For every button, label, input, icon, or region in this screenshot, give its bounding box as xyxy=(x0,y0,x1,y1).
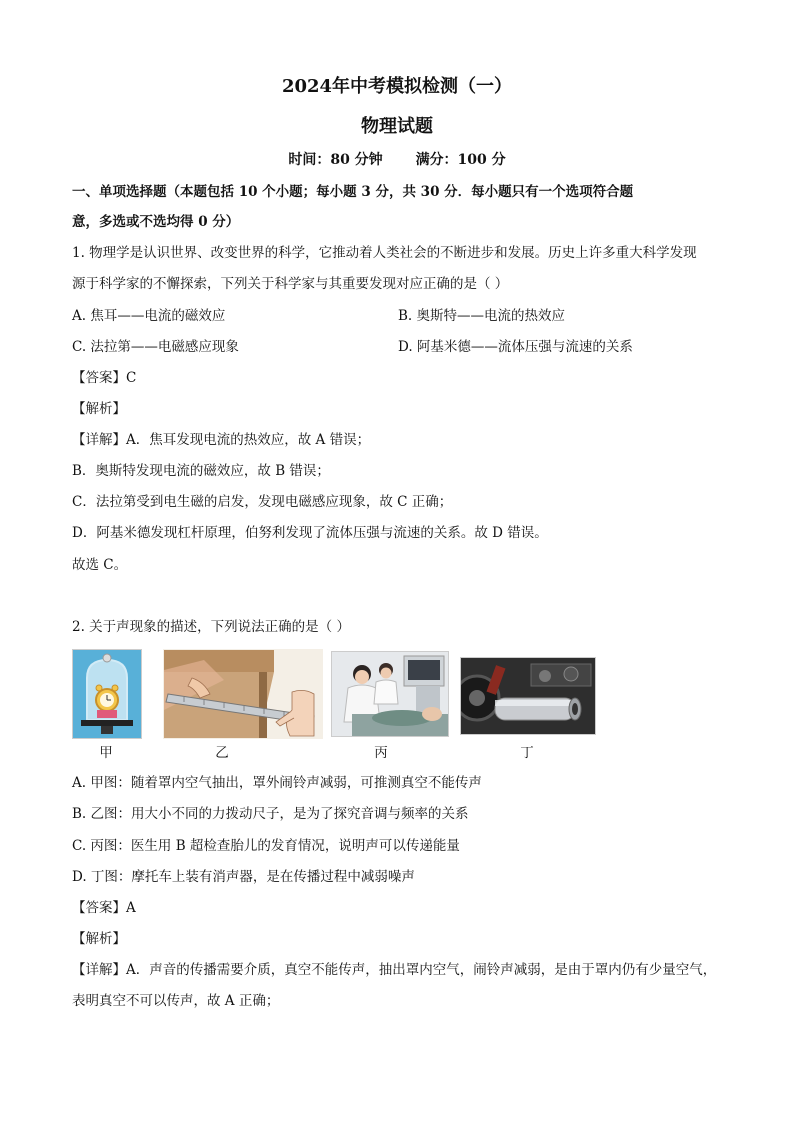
q1-stem-line1: 1. 物理学是认识世界、改变世界的科学，它推动着人类社会的不断进步和发展。历史上许多重大科学发现 xyxy=(72,245,697,261)
score-label: 满分：100 分 xyxy=(415,152,506,168)
q2-option-d: D. 丁图：摩托车上装有消声器，是在传播过程中减弱噪声 xyxy=(72,869,415,885)
q1-detail-b: B．奥斯特发现电流的磁效应，故 B 错误； xyxy=(72,463,330,479)
q1-detail-a: 【详解】A．焦耳发现电流的热效应，故 A 错误； xyxy=(72,432,371,448)
q1-detail-d: D．阿基米德发现杠杆原理，伯努利发现了流体压强与流速的关系。故 D 错误。 xyxy=(72,525,548,541)
q1-option-a: A. 焦耳——电流的磁效应 xyxy=(72,308,226,324)
q2-option-a: A. 甲图：随着罩内空气抽出，罩外闹铃声减弱，可推测真空不能传声 xyxy=(72,775,482,791)
q1-option-b: B. 奥斯特——电流的热效应 xyxy=(398,308,566,324)
figure-label-jia: 甲 xyxy=(99,745,113,761)
exam-title: 2024年中考模拟检测（一） xyxy=(281,76,513,97)
figure-label-ding: 丁 xyxy=(520,745,534,761)
figure-label-yi: 乙 xyxy=(215,745,229,761)
q2-detail-line1: 【详解】A．声音的传播需要介质，真空不能传声，抽出罩内空气，闹铃声减弱，是由于罩内仍有少量空气， xyxy=(72,962,717,978)
q2-analysis-label: 【解析】 xyxy=(72,931,126,947)
q1-option-d: D. 阿基米德——流体压强与流速的关系 xyxy=(398,339,633,355)
q1-detail-c: C．法拉第受到电生磁的启发，发现电磁感应现象，故 C 正确； xyxy=(72,494,453,510)
q2-answer: 【答案】A xyxy=(72,900,136,916)
time-label: 时间：80 分钟 xyxy=(288,152,383,168)
ruler-illustration xyxy=(164,650,322,738)
figure-muffler xyxy=(460,657,596,735)
figure-label-bing: 丙 xyxy=(374,745,388,761)
q2-detail-line2: 表明真空不可以传声，故 A 正确； xyxy=(72,993,280,1009)
ultrasound-illustration xyxy=(332,652,448,736)
section-heading-line1: 一、单项选择题（本题包括 10 个小题；每小题 3 分，共 30 分．每小题只有一个选项符合题 xyxy=(72,184,634,200)
q1-option-c: C. 法拉第——电磁感应现象 xyxy=(72,339,239,355)
section-heading-line2: 意，多选或不选均得 0 分） xyxy=(72,214,240,230)
q2-option-c: C. 丙图：医生用 B 超检查胎儿的发育情况，说明声可以传递能量 xyxy=(72,838,460,854)
figure-ruler xyxy=(163,649,323,739)
figure-ultrasound xyxy=(331,651,449,737)
figure-bell-jar xyxy=(72,649,142,739)
q1-analysis-label: 【解析】 xyxy=(72,401,126,417)
q1-answer: 【答案】C xyxy=(72,370,137,386)
q1-stem-line2: 源于科学家的不懈探索，下列关于科学家与其重要发现对应正确的是（ ） xyxy=(72,276,509,292)
q1-conclusion: 故选 C。 xyxy=(72,557,128,573)
exam-subtitle: 物理试题 xyxy=(361,116,433,137)
q2-option-b: B. 乙图：用大小不同的力拨动尺子，是为了探究音调与频率的关系 xyxy=(72,806,469,822)
muffler-illustration xyxy=(461,658,595,734)
bell-jar-illustration xyxy=(73,650,141,738)
q2-stem: 2. 关于声现象的描述，下列说法正确的是（ ） xyxy=(72,619,350,635)
exam-info xyxy=(0,149,794,169)
